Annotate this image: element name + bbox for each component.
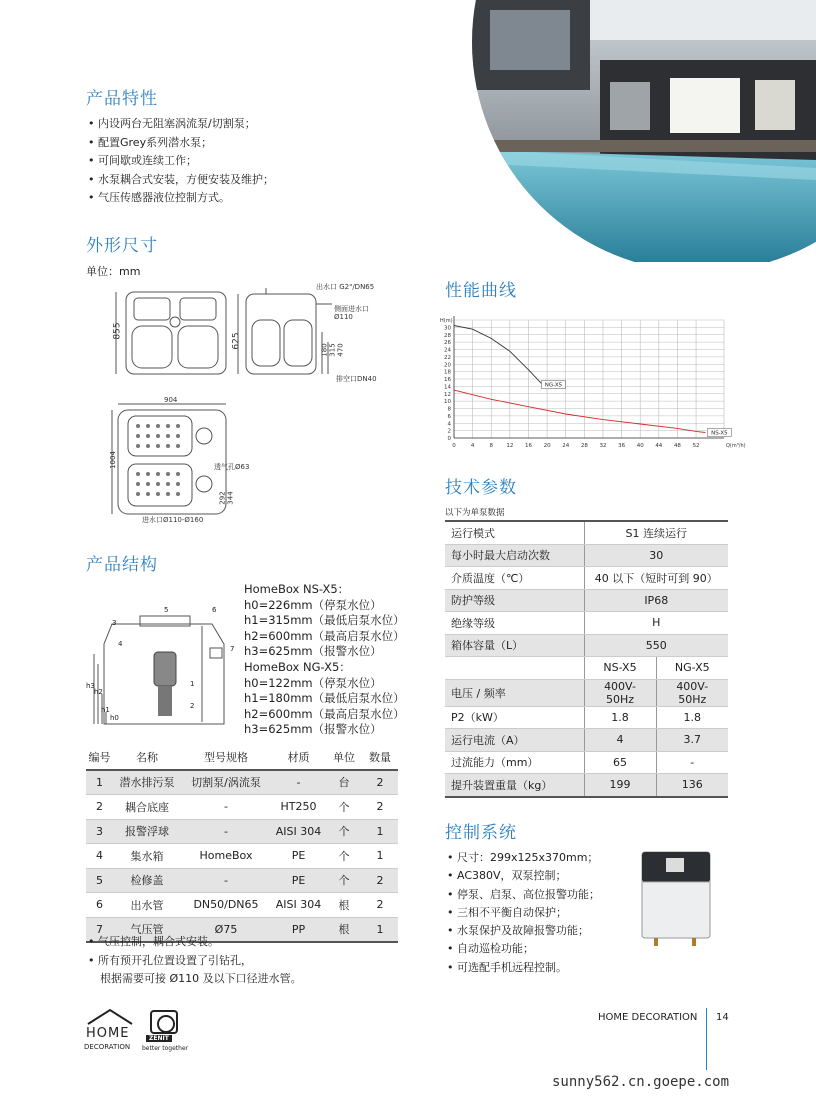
y-tick-label: 10: [444, 399, 451, 406]
y-tick-label: 26: [444, 340, 451, 347]
cell: 1: [362, 917, 398, 942]
param-name: 绝缘等级: [445, 612, 584, 635]
param-name: P2（kW）: [445, 706, 584, 729]
ng-title: HomeBox NG-X5：: [244, 659, 351, 674]
cell: 气压管: [113, 917, 181, 942]
cell: -: [181, 819, 271, 844]
feature-item: • 内设两台无阻塞涡流泵/切割泵；: [88, 115, 274, 134]
y-tick-label: 20: [444, 362, 451, 369]
home-decoration-logo: [84, 1008, 144, 1054]
x-tick-label: 44: [655, 443, 663, 449]
cell: 根: [326, 893, 362, 918]
dimension-drawing-side: [232, 282, 342, 382]
param-name: 提升装置重量（kg）: [445, 774, 584, 797]
tech-table: [445, 520, 728, 798]
param-value: 3.7: [656, 729, 728, 752]
cell: 6: [86, 893, 113, 918]
logo-home-text: HOME: [86, 1026, 130, 1041]
x-tick-label: 48: [673, 443, 681, 449]
table-row: [445, 751, 728, 774]
param-value: 40 以下（短时可到 90）: [584, 567, 728, 590]
callout-h1: h1: [101, 706, 110, 714]
header-cell: 型号规格: [181, 745, 271, 770]
note-item: 根据需要可接 Ø110 及以下口径进水管。: [100, 972, 302, 985]
features-title: 产品特性: [86, 89, 158, 109]
callout-h0: h0: [110, 714, 119, 722]
dim-180: 180: [320, 343, 329, 357]
page-number: 14: [716, 1012, 729, 1023]
table-row: [445, 679, 728, 706]
parts-table: [86, 745, 398, 943]
y-tick-label: 28: [444, 332, 451, 339]
param-value: 1.8: [584, 706, 656, 729]
cell: -: [271, 770, 326, 795]
x-tick-label: 0: [452, 443, 456, 449]
y-tick-label: 6: [447, 413, 451, 420]
x-tick-label: 24: [562, 443, 570, 449]
x-tick-label: 28: [580, 443, 588, 449]
cell: 2: [86, 795, 113, 820]
param-value: S1 连续运行: [584, 521, 728, 544]
level-item: h1=315mm（最低启泵水位）: [244, 613, 405, 628]
cell: PE: [271, 844, 326, 869]
inlet-label: 进水口Ø110-Ø160: [142, 516, 204, 524]
cell: 1: [362, 844, 398, 869]
cell: 3: [86, 819, 113, 844]
param-value: 65: [584, 751, 656, 774]
y-tick-label: 16: [444, 377, 451, 383]
dim-1004: 1004: [108, 451, 117, 469]
feature-item: • 配置Grey系列潜水泵；: [88, 134, 274, 153]
dim-625: 625: [231, 332, 242, 350]
x-tick-label: 20: [543, 443, 551, 449]
callout-6: 6: [212, 606, 217, 614]
y-tick-label: 22: [444, 354, 451, 361]
x-tick-label: 12: [506, 443, 514, 449]
outlet-label: 出水口 G2"/DN65: [316, 283, 375, 291]
table-row: [86, 819, 398, 844]
table-row: [445, 521, 728, 544]
callout-4: 4: [118, 640, 123, 648]
side-inlet-label: 侧面进水口: [334, 305, 369, 313]
exhaust-label: 排空口DN40: [336, 375, 377, 383]
feature-item: • 气压传感器液位控制方式。: [88, 189, 274, 208]
dim-292: 292: [218, 491, 227, 505]
tech-title: 技术参数: [445, 478, 517, 498]
param-value: 550: [584, 634, 728, 657]
performance-chart: [436, 306, 746, 456]
callout-5: 5: [164, 606, 169, 614]
control-item: • 可选配手机远程控制。: [447, 959, 600, 977]
watermark: sunny562.cn.goepe.com: [552, 1074, 730, 1090]
footer-divider: [706, 1008, 707, 1070]
param-name: 过流能力（mm）: [445, 751, 584, 774]
performance-chart-svg: [436, 306, 746, 456]
table-row: [445, 634, 728, 657]
table-row: [445, 612, 728, 635]
structure-title: 产品结构: [86, 555, 158, 575]
series-line-ns-x5: [454, 390, 705, 432]
cell: 潜水排污泵: [113, 770, 181, 795]
header-cell: 编号: [86, 745, 113, 770]
cell: 检修盖: [113, 868, 181, 893]
model-header-row: [445, 657, 728, 680]
zenit-tagline: better together: [142, 1045, 189, 1052]
control-box-photo: [636, 848, 722, 948]
y-tick-label: 0: [447, 436, 451, 442]
param-name: 防护等级: [445, 589, 584, 612]
notes: [88, 933, 302, 989]
dim-904: 904: [164, 396, 178, 404]
table-row: [86, 868, 398, 893]
dim-855: 855: [112, 322, 123, 340]
structure-drawing: [84, 604, 244, 734]
dimension-drawing-front: [108, 282, 238, 382]
callout-7: 7: [230, 645, 235, 653]
level-spec: [244, 582, 405, 738]
y-tick-label: 4: [447, 421, 451, 428]
cell: 个: [326, 844, 362, 869]
cell: HomeBox: [181, 844, 271, 869]
series-label: NG-X5: [544, 382, 563, 389]
y-axis-label: H(m): [440, 318, 453, 324]
series-line-ng-x5: [454, 326, 542, 385]
dim-344: 344: [226, 491, 235, 505]
param-name: 箱体容量（L）: [445, 634, 584, 657]
cell: PP: [271, 917, 326, 942]
cell: Ø75: [181, 917, 271, 942]
cell: AISI 304: [271, 819, 326, 844]
control-item: • 自动巡检功能；: [447, 940, 600, 958]
y-tick-label: 2: [447, 428, 451, 435]
cell: 台: [326, 770, 362, 795]
cell: 个: [326, 868, 362, 893]
cell: 集水箱: [113, 844, 181, 869]
cell: 1: [86, 770, 113, 795]
cell: -: [181, 795, 271, 820]
cell: 4: [86, 844, 113, 869]
header-cell: 单位: [326, 745, 362, 770]
param-value: 4: [584, 729, 656, 752]
y-tick-label: 24: [444, 347, 451, 354]
header-cell: 材质: [271, 745, 326, 770]
feature-item: • 可间歇或连续工作；: [88, 152, 274, 171]
table-row: [445, 544, 728, 567]
model-header: NG-X5: [656, 657, 728, 680]
control-title: 控制系统: [445, 823, 517, 843]
x-tick-label: 8: [489, 443, 493, 449]
y-tick-label: 8: [447, 406, 451, 413]
cell: 报警浮球: [113, 819, 181, 844]
header-cell: 数量: [362, 745, 398, 770]
model-header: NS-X5: [584, 657, 656, 680]
callout-3: 3: [112, 619, 117, 627]
param-name: 介质温度（℃）: [445, 567, 584, 590]
tech-subtitle: 以下为单泵数据: [445, 508, 505, 518]
note-item: • 气压控制，耦合式安装。: [88, 935, 219, 948]
callout-1: 1: [190, 680, 195, 688]
param-value: -: [656, 751, 728, 774]
dim-470: 470: [336, 343, 345, 357]
cell: PE: [271, 868, 326, 893]
y-tick-label: 14: [444, 384, 451, 391]
dimensions-title: 外形尺寸: [86, 236, 158, 256]
callout-2: 2: [190, 702, 195, 710]
param-value: H: [584, 612, 728, 635]
param-value: 400V-50Hz: [656, 679, 728, 706]
table-row: [86, 844, 398, 869]
cell: AISI 304: [271, 893, 326, 918]
features-list: [88, 115, 274, 208]
param-name: 运行模式: [445, 521, 584, 544]
y-tick-label: 12: [444, 391, 451, 398]
table-row: [445, 774, 728, 797]
footer-section: HOME DECORATION: [598, 1012, 698, 1023]
cell: 1: [362, 819, 398, 844]
pool-photo: [470, 0, 816, 262]
param-name: 每小时最大启动次数: [445, 544, 584, 567]
x-axis-label: Q(m³/h): [726, 443, 746, 449]
cell: 7: [86, 917, 113, 942]
cell: 个: [326, 819, 362, 844]
cell: 根: [326, 917, 362, 942]
y-tick-label: 18: [444, 369, 451, 376]
param-value: IP68: [584, 589, 728, 612]
table-row: [445, 567, 728, 590]
cell: 耦合底座: [113, 795, 181, 820]
param-name: 运行电流（A）: [445, 729, 584, 752]
table-row: [86, 795, 398, 820]
table-row: [86, 893, 398, 918]
cell: 切割泵/涡流泵: [181, 770, 271, 795]
level-item: h1=180mm（最低启泵水位）: [244, 691, 405, 706]
param-name: 电压 / 频率: [445, 679, 584, 706]
param-value: 400V-50Hz: [584, 679, 656, 706]
x-tick-label: 32: [599, 443, 607, 449]
callout-h2: h2: [94, 688, 103, 696]
x-tick-label: 4: [470, 443, 475, 449]
param-value: 1.8: [656, 706, 728, 729]
control-list: [447, 849, 600, 977]
note-item: • 所有预开孔位置设置了引钻孔，: [88, 953, 252, 967]
zenit-text: ZENIT: [146, 1035, 172, 1042]
cell: 个: [326, 795, 362, 820]
table-row: [445, 589, 728, 612]
cell: 2: [362, 770, 398, 795]
cell: HT250: [271, 795, 326, 820]
series-label: NS-X5: [711, 430, 728, 437]
table-header: [86, 745, 398, 770]
x-tick-label: 52: [692, 443, 700, 449]
control-item: • 停泵、启泵、高位报警功能；: [447, 886, 600, 904]
x-tick-label: 36: [618, 443, 626, 449]
callout-h3: h3: [86, 682, 95, 690]
dim-315: 315: [328, 343, 337, 357]
cell: 出水管: [113, 893, 181, 918]
level-item: h2=600mm（最高启泵水位）: [244, 706, 405, 721]
level-item: h3=625mm（报警水位）: [244, 644, 382, 659]
level-item: h3=625mm（报警水位）: [244, 722, 382, 737]
vent-label: 透气孔Ø63: [214, 463, 250, 471]
zenit-mark-icon: [150, 1010, 178, 1034]
table-row: [86, 770, 398, 795]
unit-label: 单位：mm: [86, 265, 141, 278]
x-tick-label: 40: [636, 443, 644, 449]
side-inlet-diameter: Ø110: [334, 313, 353, 321]
y-tick-label: 30: [444, 325, 451, 332]
cell: 2: [362, 868, 398, 893]
param-value: 30: [584, 544, 728, 567]
table-row: [445, 706, 728, 729]
control-item: • 三相不平衡自动保护；: [447, 904, 600, 922]
cell: 2: [362, 893, 398, 918]
cell: -: [181, 868, 271, 893]
cell: 2: [362, 795, 398, 820]
cell: DN50/DN65: [181, 893, 271, 918]
cell: 5: [86, 868, 113, 893]
control-item: • AC380V，双泵控制；: [447, 867, 600, 885]
control-item: • 水泵保护及故障报警功能；: [447, 922, 600, 940]
param-value: 136: [656, 774, 728, 797]
header-cell: 名称: [113, 745, 181, 770]
level-item: h0=122mm（停泵水位）: [244, 675, 382, 690]
control-item: • 尺寸：299x125x370mm；: [447, 849, 600, 867]
level-item: h2=600mm（最高启泵水位）: [244, 628, 405, 643]
x-tick-label: 16: [524, 443, 532, 449]
table-row: [445, 729, 728, 752]
param-value: 199: [584, 774, 656, 797]
zenit-logo: [140, 1010, 200, 1056]
level-item: h0=226mm（停泵水位）: [244, 597, 382, 612]
feature-item: • 水泵耦合式安装，方便安装及维护；: [88, 171, 274, 190]
logo-decoration-text: DECORATION: [84, 1043, 131, 1051]
performance-title: 性能曲线: [445, 281, 517, 301]
ns-title: HomeBox NS-X5：: [244, 582, 350, 596]
